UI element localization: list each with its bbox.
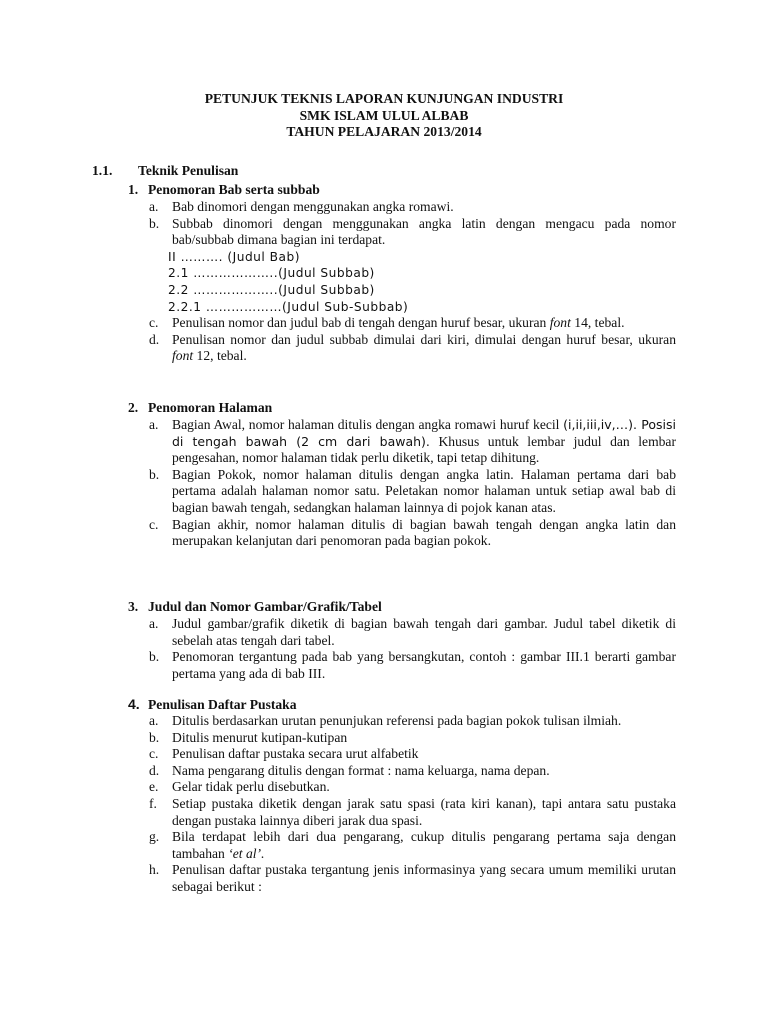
subsection-title (128, 182, 676, 199)
subsection-1 (128, 182, 676, 365)
subsection-4 (128, 696, 676, 896)
list-text: Ditulis berdasarkan urutan penunjukan referensi pada bagian pokok tulisan ilmiah. (172, 713, 622, 728)
list-item (128, 467, 676, 517)
list-text: Penomoran tergantung pada bab yang bersangkutan, contoh : gambar III.1 berarti gambar pertama yang ada di bab III. (172, 649, 676, 681)
list-text-emphasis: ‘et al’. (228, 845, 265, 861)
list-label: a. (149, 199, 159, 214)
list-item (128, 616, 676, 649)
subsection-title (128, 599, 676, 616)
list-label: c. (149, 746, 159, 762)
subsection-title (128, 400, 676, 417)
list-text-emphasis: font (172, 348, 194, 364)
section-number: 1.1. (92, 163, 113, 178)
subsection-title-text: Judul dan Nomor Gambar/Grafik/Tabel (148, 599, 382, 614)
list-label: f. (149, 795, 157, 811)
list-item (128, 649, 676, 682)
subsection-title-text: Penomoran Halaman (148, 400, 273, 415)
list-item (128, 417, 676, 467)
list-text: Ditulis menurut kutipan-kutipan (172, 729, 348, 745)
list-item (128, 315, 676, 332)
list-text-sans: (i,ii,iii,iv,…). Posisi di tengah bawah (2 cm dari bawah). (172, 417, 676, 449)
document-title (0, 91, 768, 141)
list-label: e. (149, 779, 159, 795)
subsection-3 (128, 599, 676, 682)
list-item (128, 199, 676, 216)
list-label: b. (149, 649, 160, 665)
list-text: Gelar tidak perlu disebutkan. (172, 779, 330, 795)
example-list (128, 249, 676, 315)
list-item (128, 763, 676, 780)
list-label: b. (149, 215, 160, 231)
list-label: c. (149, 516, 159, 532)
example-line: II ………. (Judul Bab) (168, 249, 300, 264)
list-label: d. (149, 331, 160, 347)
list-text: Subbab dinomori dengan menggunakan angka latin dengan mengacu pada nomor bab/subbab dimana bagian ini terdapat. (172, 215, 676, 248)
title-line-3: TAHUN PELAJARAN 2013/2014 (286, 124, 482, 139)
list-item (128, 779, 676, 796)
subsection-title-text: Penomoran Bab serta subbab (148, 182, 320, 197)
list-text: Bila terdapat lebih dari dua pengarang, cukup ditulis pengarang pertama saja dengan tambahan (172, 829, 676, 861)
list-label: b. (149, 466, 160, 482)
list-text: Penulisan nomor dan judul bab di tengah dengan huruf besar, ukuran (172, 315, 550, 331)
list-text: Bagian Awal, nomor halaman ditulis dengan angka romawi huruf kecil (172, 417, 564, 432)
list-item (128, 746, 676, 763)
list-label: a. (149, 417, 159, 432)
subsection-title-text: Penulisan Daftar Pustaka (148, 697, 297, 712)
subsection-number: 2. (128, 400, 139, 415)
list-text: Judul gambar/grafik diketik di bagian bawah tengah dari gambar. Judul tabel diketik di sebelah atas tengah dari tabel. (172, 616, 676, 648)
subsection-title (128, 696, 676, 713)
list-text: Bab dinomori dengan menggunakan angka romawi. (172, 199, 454, 214)
list-label: a. (149, 616, 159, 631)
list-item (128, 216, 676, 249)
list-text: 12, tebal. (193, 348, 247, 364)
list-label: b. (149, 729, 160, 745)
list-item (128, 829, 676, 862)
list-item (128, 862, 676, 895)
list-text: Bagian akhir, nomor halaman ditulis di bagian bawah tengah dengan angka latin dan merupakan kelanjutan dari penomoran pada bagian pokok. (172, 516, 676, 549)
list-label: g. (149, 829, 160, 845)
list-text-emphasis: font (549, 315, 571, 331)
list-text: 14, tebal. (570, 315, 625, 331)
list-label: d. (149, 762, 160, 778)
title-line-2: SMK ISLAM ULUL ALBAB (299, 107, 469, 123)
list-text: Setiap pustaka diketik dengan jarak satu spasi (rata kiri kanan), tapi antara satu pustaka dengan pustaka lainnya diberi jarak dua spasi. (172, 795, 676, 828)
example-line: 2.2 ………………..(Judul Subbab) (168, 282, 375, 297)
list-item (128, 713, 676, 730)
example-line: 2.1 ………………..(Judul Subbab) (168, 266, 375, 281)
subsection-2 (128, 400, 676, 550)
list-item (128, 517, 676, 550)
list-text: Bagian Pokok, nomor halaman ditulis dengan angka latin. Halaman pertama dari bab pertama adalah halaman nomor satu. Peletakan nomor halaman untuk setiap awal bab di bagian bawah tengah, sedangkan halaman lainnya di pojok kanan atas. (172, 466, 676, 515)
section-heading (92, 163, 238, 180)
list-label: a. (149, 713, 159, 728)
list-label: h. (149, 862, 160, 878)
list-label: c. (149, 315, 159, 331)
list-item (128, 730, 676, 747)
section-heading-text: Teknik Penulisan (138, 163, 239, 178)
list-text: Khusus untuk lembar judul dan lembar pengesahan, nomor halaman tidak perlu diketik, tapi tetap dihitung. (172, 433, 676, 466)
list-item (128, 332, 676, 365)
list-text: Penulisan daftar pustaka tergantung jenis informasinya yang secara umum memiliki urutan sebagai berikut : (172, 862, 676, 894)
list-item (128, 796, 676, 829)
list-text: Nama pengarang ditulis dengan format : nama keluarga, nama depan. (172, 762, 550, 778)
title-line-1: PETUNJUK TEKNIS LAPORAN KUNJUNGAN INDUSTRI (204, 91, 564, 106)
subsection-number: 3. (128, 599, 139, 614)
subsection-number: 1. (128, 182, 139, 197)
list-text: Penulisan daftar pustaka secara urut alfabetik (172, 746, 419, 762)
subsection-number: 4. (128, 696, 140, 712)
list-text: Penulisan nomor dan judul subbab dimulai dari kiri, dimulai dengan huruf besar, ukuran (172, 331, 676, 347)
example-line: 2.2.1 ………………(Judul Sub-Subbab) (168, 299, 409, 314)
